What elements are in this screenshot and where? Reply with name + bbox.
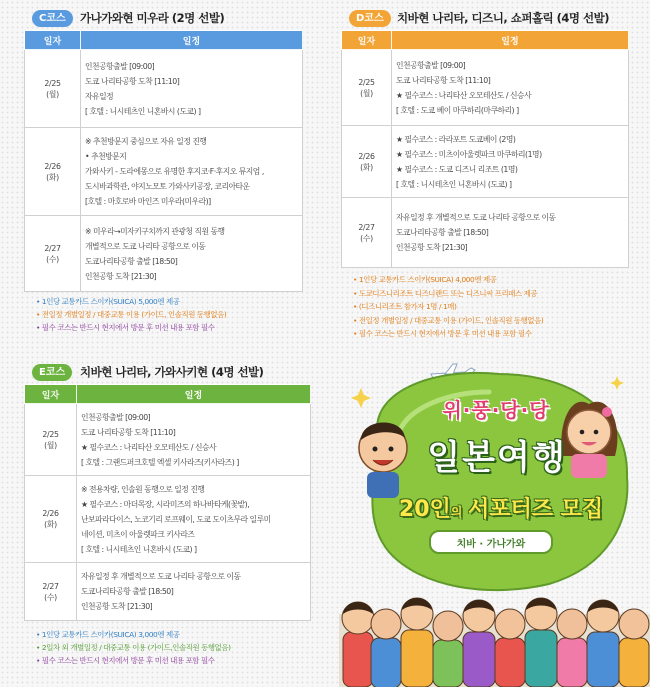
course-e-notes	[24, 621, 311, 667]
course-d-header	[341, 8, 629, 30]
day-cell: 2/27 (수)	[25, 216, 81, 292]
course-c-title: 가나가와현 미우라 (2명 선발)	[80, 11, 225, 25]
table-row	[25, 50, 303, 128]
schedule-cell: ※ 미우라→미자키구치까지 관광청 직원 동행 개별적으로 도쿄 나리타 공항으로 이동 도쿄나리타공항 출발 [18:50] 인천공항 도착 [21:30]	[81, 216, 303, 292]
note-item: • 1인당 교통카드 스이카(SUICA) 4,000엔 제공	[353, 273, 629, 287]
poster-ribbon-text: 치바 · 가나가와	[456, 539, 526, 550]
note-item: • 1인당 교통카드 스이카(SUICA) 5,000엔 제공	[36, 295, 303, 308]
note-item: • 도쿄디즈니리조트 디즈니랜드 또는 디즈니씨 프리패스 제공	[353, 287, 629, 301]
table-row	[25, 128, 303, 216]
course-d-notes	[341, 268, 629, 341]
course-e-title: 치바현 나리타, 가와사키현 (4명 선발)	[80, 365, 264, 379]
day-cell: 2/26 (화)	[25, 476, 77, 563]
day-cell: 2/27 (수)	[342, 198, 392, 268]
note-item: • 1인당 교통카드 스이카(SUICA) 3,000엔 제공	[36, 628, 311, 641]
day-cell: 2/26 (화)	[25, 128, 81, 216]
schedule-header: 일정	[81, 31, 303, 50]
day-cell: 2/25 (월)	[342, 50, 392, 126]
course-d-table	[341, 30, 629, 268]
poster-ribbon	[429, 530, 553, 554]
note-item: • 필수 코스는 반드시 현지에서 방문 후 미션 내용 포함 필수	[36, 654, 311, 667]
schedule-cell: 인천공항출발 [09:00] 도쿄 나리타공항 도착 [11:10] 자유일정 [ 호텔 : 니시테츠인 니혼바시 (도쿄) ]	[81, 50, 303, 128]
course-e-header	[24, 362, 311, 384]
course-e-table	[24, 384, 311, 621]
course-c-notes	[24, 292, 303, 334]
course-c-header	[24, 8, 303, 30]
schedule-header: 일정	[77, 385, 311, 404]
day-cell: 2/25 (월)	[25, 50, 81, 128]
poster-recruit: 서포터즈 모집	[467, 497, 604, 522]
poster-line2: 일본여행	[427, 438, 567, 478]
poster-particle: 의	[450, 505, 463, 519]
table-row	[25, 216, 303, 292]
note-item: • 전일정 개별일정 / 대중교통 이용 (가이드, 인솔직원 동행없음)	[36, 308, 303, 321]
table-row	[25, 476, 311, 563]
note-item: • (디즈니리조트 참가자 1명 / 1매)	[353, 300, 629, 314]
schedule-cell: ※ 추천방문지 중심으로 자유 일정 진행 • 추천방문지 가와사키 - 도라에몽으로 유명한 후지코·F·후지오 뮤지엄 , 도시바과학관, 야지노모토 가와사키공장, 코리아타운 [호텔 : 마호로바 마인즈 미우라(미우라)]	[81, 128, 303, 216]
table-row	[25, 404, 311, 476]
supporters-poster	[339, 352, 650, 687]
schedule-cell: 자유일정 후 개별적으로 도쿄 나리타 공항으로 이동 도쿄나리타공항 출발 [18:50] 인천공항 도착 [21:30]	[77, 563, 311, 621]
schedule-cell: ★ 필수코스 : 라라포트 도쿄베이 (2명) ★ 필수코스 : 미츠이아울렛파크 마쿠하리(1명) ★ 필수코스 : 도쿄 디즈니 리조트 (1명) [ 호텔 : 니시테츠인 니혼바시 (도쿄) ]	[392, 126, 629, 198]
sparkle-icon	[610, 376, 624, 390]
day-cell: 2/26 (화)	[342, 126, 392, 198]
table-row	[342, 126, 629, 198]
schedule-cell: 인천공항출발 [09:00] 도쿄 나리타공항 도착 [11:10] ★ 필수코스 : 나리타산 오모테산도 / 신승사 [ 호텔 : 도쿄 베이 마쿠하리(마쿠하리) ]	[392, 50, 629, 126]
course-e-badge: E코스	[32, 364, 72, 381]
course-c-table	[24, 30, 303, 292]
schedule-header: 일정	[392, 31, 629, 50]
course-d-panel	[341, 8, 629, 341]
note-item: • 전일정 개별일정 / 대중교통 이용 (가이드, 인솔직원 동행없음)	[353, 314, 629, 328]
course-d-title: 치바현 나리타, 디즈니, 쇼퍼홀릭 (4명 선발)	[397, 11, 610, 25]
schedule-cell: 자유일정 후 개별적으로 도쿄 나리타 공항으로 이동 도쿄나리타공항 출발 [18:50] 인천공항 도착 [21:30]	[392, 198, 629, 268]
date-header: 일자	[342, 31, 392, 50]
schedule-cell: 인천공항출발 [09:00] 도쿄 나리타공항 도착 [11:10] ★ 필수코스 : 나리타산 오모테산도 / 신승사 [ 호텔 : 그랜드퍼크호텔 엑셀 키사라즈(키사라즈) ]	[77, 404, 311, 476]
note-item: • 필수 코스는 반드시 현지에서 방문 후 미션 내용 포함 필수	[353, 327, 629, 341]
course-c-badge: C코스	[32, 10, 73, 27]
course-c-panel	[24, 8, 303, 334]
schedule-cell: ※ 전용차량, 인솔원 동행으로 일정 진행 ★ 필수코스 : 마더목장, 시라미즈의 하나바타케(꽃밭), 난보파라다이스, 노코기리 로프웨이, 도쿄 도이츠무라 일루미 네이션, 미츠이 아울렛파크 키사라즈 [ 호텔 : 니시테츠인 니혼바시 (도쿄) ]	[77, 476, 311, 563]
table-row	[25, 563, 311, 621]
table-row	[342, 50, 629, 126]
course-d-badge: D코스	[349, 10, 391, 27]
poster-line1: 위·풍·당·당	[442, 398, 550, 422]
table-row	[342, 198, 629, 268]
date-header: 일자	[25, 31, 81, 50]
note-item: • 2일차 외 개별일정 / 대중교통 이용 (가이드,인솔직원 동행없음)	[36, 641, 311, 654]
day-cell: 2/25 (월)	[25, 404, 77, 476]
date-header: 일자	[25, 385, 77, 404]
course-e-panel	[24, 362, 311, 667]
note-item: • 필수 코스는 반드시 현지에서 방문 후 미션 내용 포함 필수	[36, 321, 303, 334]
crowd-illustration	[339, 598, 650, 687]
day-cell: 2/27 (수)	[25, 563, 77, 621]
sparkle-icon	[351, 388, 371, 408]
poster-count: 20인	[398, 497, 451, 522]
poster-line3	[371, 492, 631, 523]
